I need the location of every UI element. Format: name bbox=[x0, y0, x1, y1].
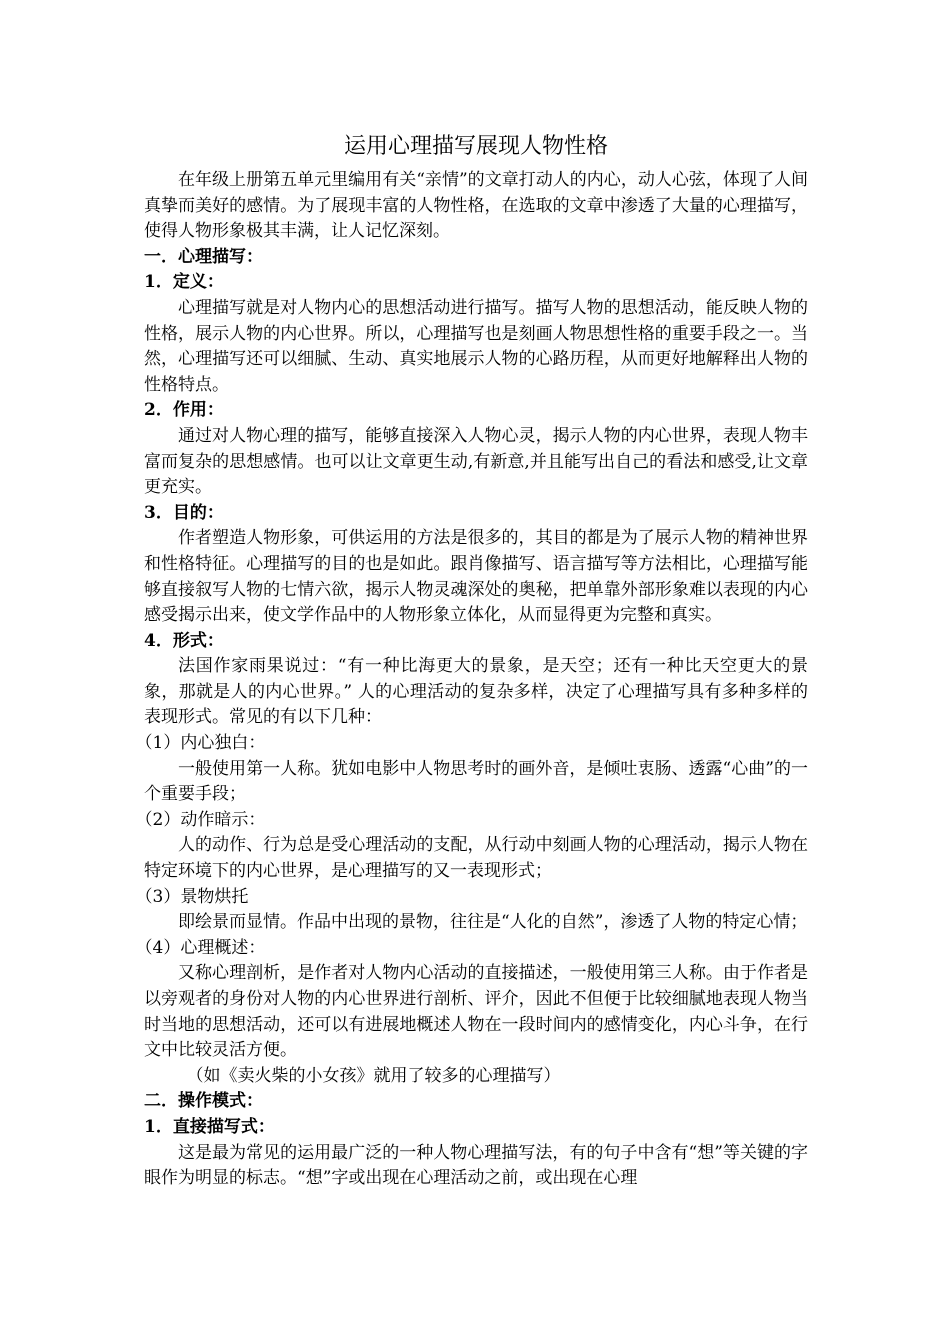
forms-paragraph: 法国作家雨果说过：“有一种比海更大的景象，是天空；还有一种比天空更大的景象，那就是人的内心世界。” 人的心理活动的复杂多样，决定了心理描写具有多种多样的表现形式。常见的有以下几种： bbox=[144, 656, 808, 728]
subsection-heading-function: 2．作用： bbox=[144, 400, 224, 421]
intro-paragraph: 在年级上册第五单元里编用有关“亲情”的文章打动人的内心，动人心弦，体现了人间真挚而美好的感情。为了展现丰富的人物性格，在选取的文章中渗透了大量的心理描写，使得人物形象极其丰满，让人记忆深刻。 bbox=[144, 170, 808, 242]
section-heading-2: 二．操作模式： bbox=[144, 1091, 263, 1112]
section-heading-1: 一．心理描写： bbox=[144, 246, 263, 267]
purpose-paragraph: 作者塑造人物形象，可供运用的方法是很多的，其目的都是为了展示人物的精神世界和性格特征。心理描写的目的也是如此。跟肖像描写、语言描写等方法相比，心理描写能够直接叙写人物的七情六欲，揭示人物灵魂深处的奥秘，把单靠外部形象难以表现的内心感受揭示出来，使文学作品中的人物形象立体化，从而显得更为完整和真实。 bbox=[144, 528, 808, 626]
form-label: （1）内心独白： bbox=[135, 733, 266, 754]
subsection-heading-purpose: 3．目的： bbox=[144, 502, 224, 523]
form-paragraph: 人的动作、行为总是受心理活动的支配，从行动中刻画人物的心理活动，揭示人物在特定环境下的内心世界，是心理描写的又一表现形式； bbox=[144, 835, 808, 882]
definition-paragraph: 心理描写就是对人物内心的思想活动进行描写。描写人物的思想活动，能反映人物的性格，展示人物的内心世界。所以，心理描写也是刻画人物思想性格的重要手段之一。当然，心理描写还可以细腻、生动、真实地展示人物的心路历程，从而更好地解释出人物的性格特点。 bbox=[144, 297, 808, 395]
form-paragraph: 又称心理剖析，是作者对人物内心活动的直接描述，一般使用第三人称。由于作者是以旁观者的身份对人物的内心世界进行剖析、评介，因此不但便于比较细腻地表现人物当时当地的思想活动，还可以有进展地概述人物在一段时间内的感情变化，内心斗争，在行文中比较灵活方便。 bbox=[144, 963, 808, 1061]
form-label: （2）动作暗示： bbox=[135, 809, 266, 830]
subsection-heading-direct: 1．直接描写式： bbox=[144, 1116, 275, 1137]
document-title: 运用心理描写展现人物性格 bbox=[343, 134, 608, 159]
function-paragraph: 通过对人物心理的描写，能够直接深入人物心灵，揭示人物的内心世界，表现人物丰富而复杂的思想感情。也可以让文章更生动,有新意,并且能写出自己的看法和感受,让文章更充实。 bbox=[144, 425, 808, 498]
form-label: （3）景物烘托 bbox=[135, 886, 249, 907]
form-paragraph: 即绘景而显情。作品中出现的景物，往往是“人化的自然”，渗透了人物的特定心情； bbox=[178, 912, 808, 933]
subsection-heading-forms: 4．形式： bbox=[144, 630, 224, 651]
example-note: （如《卖火柴的小女孩》就用了较多的心理描写） bbox=[186, 1065, 561, 1086]
form-paragraph: 一般使用第一人称。犹如电影中人物思考时的画外音，是倾吐衷肠、透露“心曲”的一个重要手段； bbox=[144, 758, 808, 805]
form-label: （4）心理概述： bbox=[135, 937, 266, 958]
subsection-heading-definition: 1．定义： bbox=[144, 272, 224, 293]
direct-description-paragraph: 这是最为常见的运用最广泛的一种人物心理描写法，有的句子中含有“想”等关键的字眼作为明显的标志。“想”字或出现在心理活动之前，或出现在心理 bbox=[144, 1142, 808, 1189]
document-page bbox=[135, 132, 808, 1192]
